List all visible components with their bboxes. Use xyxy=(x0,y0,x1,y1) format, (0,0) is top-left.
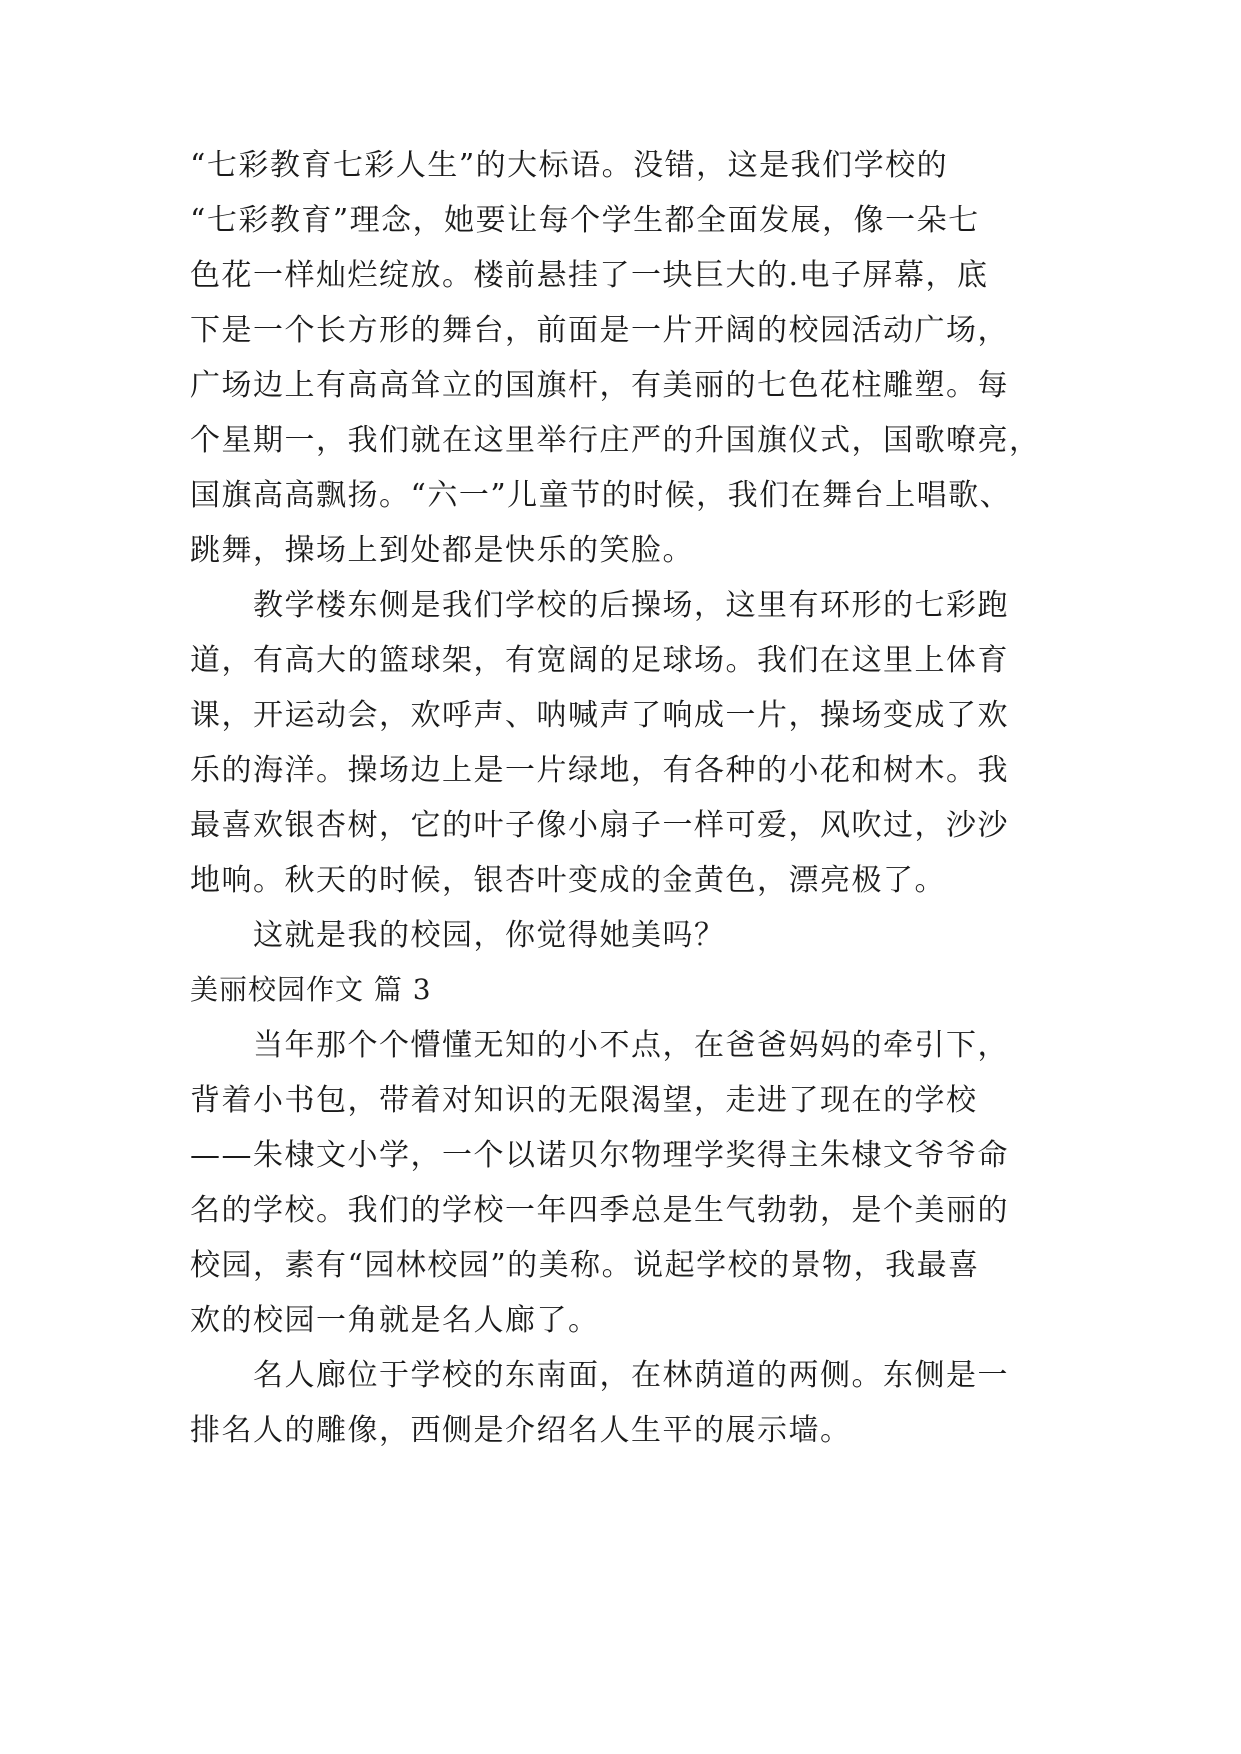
section-heading: 美丽校园作文 篇 3 xyxy=(190,973,432,1006)
text-line: 最喜欢银杏树，它的叶子像小扇子一样可爱，风吹过，沙沙 xyxy=(190,808,1009,843)
paragraph-start: 这就是我的校园，你觉得她美吗？ xyxy=(190,918,726,953)
text-line: 广场边上有高高耸立的国旗杆，有美丽的七色花柱雕塑。每 xyxy=(190,368,1009,403)
text-line: 背着小书包，带着对知识的无限渴望，走进了现在的学校 xyxy=(190,1083,978,1118)
text-line: 欢的校园一角就是名人廊了。 xyxy=(190,1303,600,1338)
text-line: 地响。秋天的时候，银杏叶变成的金黄色，漂亮极了。 xyxy=(190,863,946,898)
text-line: “七彩教育七彩人生”的大标语。没错，这是我们学校的 xyxy=(190,148,949,183)
text-line: 乐的海洋。操场边上是一片绿地，有各种的小花和树木。我 xyxy=(190,753,1009,788)
text-line: 个星期一，我们就在这里举行庄严的升国旗仪式，国歌嘹亮， xyxy=(190,423,1041,458)
paragraph-start: 当年那个个懵懂无知的小不点，在爸爸妈妈的牵引下， xyxy=(190,1028,1009,1063)
paragraph-start: 名人廊位于学校的东南面，在林荫道的两侧。东侧是一 xyxy=(190,1358,1009,1393)
text-line: 国旗高高飘扬。“六一”儿童节的时候，我们在舞台上唱歌、 xyxy=(190,478,1012,513)
text-line: 色花一样灿烂绽放。楼前悬挂了一块巨大的.电子屏幕，底 xyxy=(190,258,989,293)
text-line: 校园，素有“园林校园”的美称。说起学校的景物，我最喜 xyxy=(190,1248,980,1283)
text-line: ——朱棣文小学，一个以诺贝尔物理学奖得主朱棣文爷爷命 xyxy=(190,1138,1009,1173)
text-line: 道，有高大的篮球架，有宽阔的足球场。我们在这里上体育 xyxy=(190,643,1009,678)
text-line: 名的学校。我们的学校一年四季总是生气勃勃，是个美丽的 xyxy=(190,1193,1009,1228)
text-line: 课，开运动会，欢呼声、呐喊声了响成一片，操场变成了欢 xyxy=(190,698,1009,733)
text-line: 跳舞，操场上到处都是快乐的笑脸。 xyxy=(190,533,694,568)
text-line: 下是一个长方形的舞台，前面是一片开阔的校园活动广场， xyxy=(190,313,1009,348)
paragraph-start: 教学楼东侧是我们学校的后操场，这里有环形的七彩跑 xyxy=(190,588,1009,623)
text-line: “七彩教育”理念，她要让每个学生都全面发展，像一朵七 xyxy=(190,203,980,238)
text-line: 排名人的雕像，西侧是介绍名人生平的展示墙。 xyxy=(190,1413,852,1448)
